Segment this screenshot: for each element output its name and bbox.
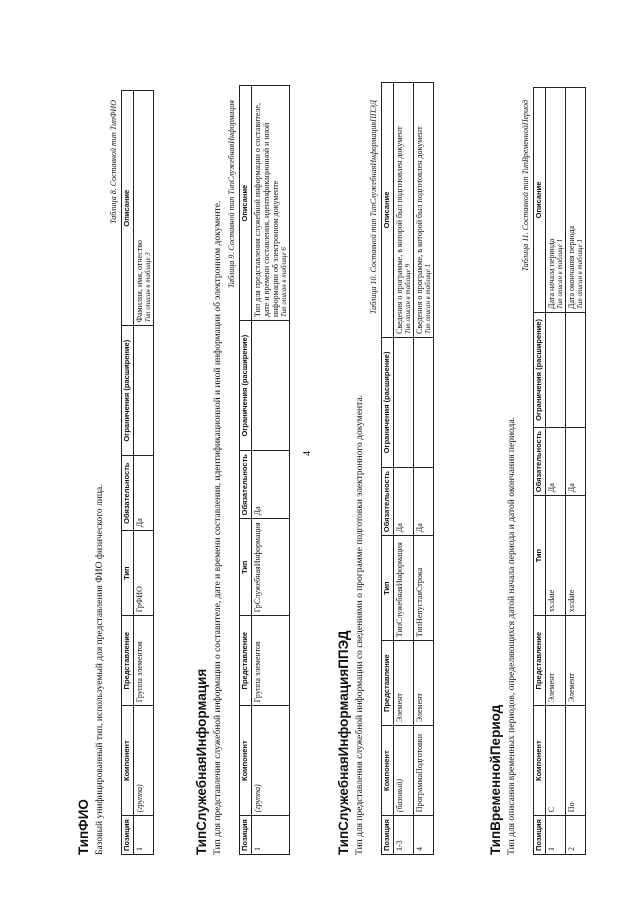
- header-limits: Ограничения (расширение): [240, 321, 252, 451]
- cell-limits: [251, 321, 290, 451]
- table-caption: Таблица 10. Составной тип ТипСлужебнаяИнформацияППЭД: [369, 100, 378, 315]
- cell-component: (базовый): [393, 726, 413, 816]
- header-component: Компонент: [240, 706, 252, 816]
- cell-description: [565, 87, 585, 312]
- type-reference: Тип описан в таблице 6: [280, 247, 289, 318]
- cell-representation: Группа элементов: [133, 616, 153, 706]
- rotated-page-content: [76, 65, 636, 855]
- section-title: ТипСлужебнаяИнформация: [194, 668, 209, 855]
- header-required: Обязательность: [122, 456, 134, 531]
- header-type: Тип: [122, 531, 134, 616]
- cell-component: С: [545, 706, 565, 816]
- cell-description: [251, 86, 290, 321]
- header-position: Позиция: [534, 816, 546, 855]
- cell-position: 1-3: [393, 816, 413, 855]
- header-type: Тип: [382, 536, 394, 641]
- table-header-row: [122, 91, 134, 855]
- cell-representation: Элемент: [545, 616, 565, 706]
- cell-representation: Элемент: [413, 641, 433, 726]
- header-limits: Ограничения (расширение): [534, 312, 546, 427]
- header-representation: Представление: [122, 616, 134, 706]
- table-header-row: [240, 86, 252, 855]
- cell-required: Да: [251, 451, 290, 519]
- cell-required: Да: [393, 467, 413, 535]
- section-title: ТипСлужебнаяИнформацияППЭД: [336, 630, 351, 855]
- header-description: Описание: [122, 91, 134, 326]
- table-row: [565, 87, 585, 854]
- table-caption: Таблица 8. Составной тип ТипФИО: [109, 100, 118, 224]
- table-tip-sluzhebnaya-informatsiya: [239, 85, 290, 855]
- header-description: Описание: [382, 82, 394, 337]
- header-component: Компонент: [534, 706, 546, 816]
- section-tip-fio: [76, 90, 154, 855]
- section-tip-vremennoy-period: [488, 87, 586, 855]
- header-component: Компонент: [122, 706, 134, 816]
- cell-position: 4: [413, 816, 433, 855]
- table-row: [133, 91, 153, 855]
- header-required: Обязательность: [382, 467, 394, 535]
- header-position: Позиция: [382, 816, 394, 855]
- cell-type: ГрФИО: [133, 531, 153, 616]
- cell-required: Да: [413, 467, 433, 535]
- header-required: Обязательность: [534, 427, 546, 495]
- type-reference: Тип описан в таблице 1: [424, 263, 433, 334]
- description-text: Дата окончания периода: [566, 225, 576, 309]
- description-text: Дата начала периода: [546, 238, 556, 309]
- description-text: Сведения о программе, в которой был подготовлен документ: [414, 126, 424, 334]
- section-description: Тип для представления служебной информации со сведениями о программе подготовки электронного документа.: [355, 395, 365, 855]
- cell-required: Да: [565, 427, 585, 495]
- page-number: 4: [302, 451, 313, 456]
- header-required: Обязательность: [240, 451, 252, 519]
- header-position: Позиция: [122, 816, 134, 855]
- table-row: [413, 82, 433, 854]
- header-limits: Ограничения (расширение): [382, 337, 394, 467]
- cell-limits: [413, 337, 433, 467]
- section-description: Тип для описания временных периодов, определяющихся датой начала периода и датой окончания периода.: [507, 417, 517, 855]
- cell-representation: Элемент: [393, 641, 413, 726]
- header-representation: Представление: [382, 641, 394, 726]
- cell-limits: [545, 312, 565, 427]
- section-title: ТипВременнойПериод: [488, 704, 503, 855]
- table-header-row: [382, 82, 394, 854]
- cell-description: [545, 87, 565, 312]
- cell-description: [413, 82, 433, 337]
- cell-description: [393, 82, 413, 337]
- header-description: Описание: [240, 86, 252, 321]
- table-tip-sluzhebnaya-informatsiya-pped: [381, 82, 434, 855]
- cell-component: (группа): [251, 706, 290, 816]
- section-description: Тип для представления служебной информации о составителе, дате и времени составления, идентификационной и иной информации об электронном документе.: [213, 200, 223, 855]
- table-caption: Таблица 9. Составной тип ТипСлужебнаяИнформация: [227, 100, 236, 289]
- cell-representation: Группа элементов: [251, 616, 290, 706]
- table-row: [545, 87, 565, 854]
- cell-limits: [133, 326, 153, 456]
- cell-type: ТипНепустаяСтрока: [413, 536, 433, 641]
- cell-limits: [565, 312, 585, 427]
- cell-required: Да: [545, 427, 565, 495]
- header-component: Компонент: [382, 726, 394, 816]
- description-text: Фамилия, имя, отчество: [134, 240, 144, 323]
- cell-type: xs:date: [545, 496, 565, 616]
- cell-position: 2: [565, 816, 585, 855]
- section-title: ТипФИО: [76, 799, 91, 855]
- header-representation: Представление: [240, 616, 252, 706]
- type-reference: Тип описан в таблице 1: [576, 238, 585, 309]
- cell-position: 1: [545, 816, 565, 855]
- cell-component: ПрограммаПодготовки: [413, 726, 433, 816]
- type-reference: Тип описан в таблице 9: [403, 263, 412, 334]
- table-row: [393, 82, 413, 854]
- table-tip-vremennoy-period: [533, 87, 586, 855]
- header-representation: Представление: [534, 616, 546, 706]
- description-text: Тип для представления служебной информации о составителе, дате и времени составления, идентификационной и иной информации об электронном документе: [252, 103, 280, 318]
- table-row: [251, 86, 290, 855]
- cell-type: ТипСлужебнаяИнформация: [393, 536, 413, 641]
- cell-component: (группа): [133, 706, 153, 816]
- table-tip-fio: [121, 90, 154, 855]
- header-position: Позиция: [240, 816, 252, 855]
- cell-type: ГрСлужебнаяИнформация: [251, 519, 290, 616]
- table-caption: Таблица 11. Составной тип ТипВременнойПериод: [521, 100, 530, 272]
- cell-representation: Элемент: [565, 616, 585, 706]
- cell-required: Да: [133, 456, 153, 531]
- header-type: Тип: [534, 496, 546, 616]
- header-type: Тип: [240, 519, 252, 616]
- cell-position: 1: [251, 816, 290, 855]
- table-header-row: [534, 87, 546, 854]
- type-reference: Тип описан в таблице 1: [555, 238, 564, 309]
- type-reference: Тип описан в таблице 3: [143, 252, 152, 323]
- section-tip-sluzhebnaya-informatsiya-pped: [336, 82, 434, 855]
- header-limits: Ограничения (расширение): [122, 326, 134, 456]
- cell-description: [133, 91, 153, 326]
- header-description: Описание: [534, 87, 546, 312]
- cell-type: xs:date: [565, 496, 585, 616]
- description-text: Сведения о программе, в которой был подготовлен документ: [394, 126, 404, 334]
- cell-position: 1: [133, 816, 153, 855]
- section-tip-sluzhebnaya-informatsiya: [194, 85, 290, 855]
- section-description: Базовый унифицированный тип, используемый для представления ФИО физического лица.: [95, 484, 105, 855]
- cell-limits: [393, 337, 413, 467]
- cell-component: По: [565, 706, 585, 816]
